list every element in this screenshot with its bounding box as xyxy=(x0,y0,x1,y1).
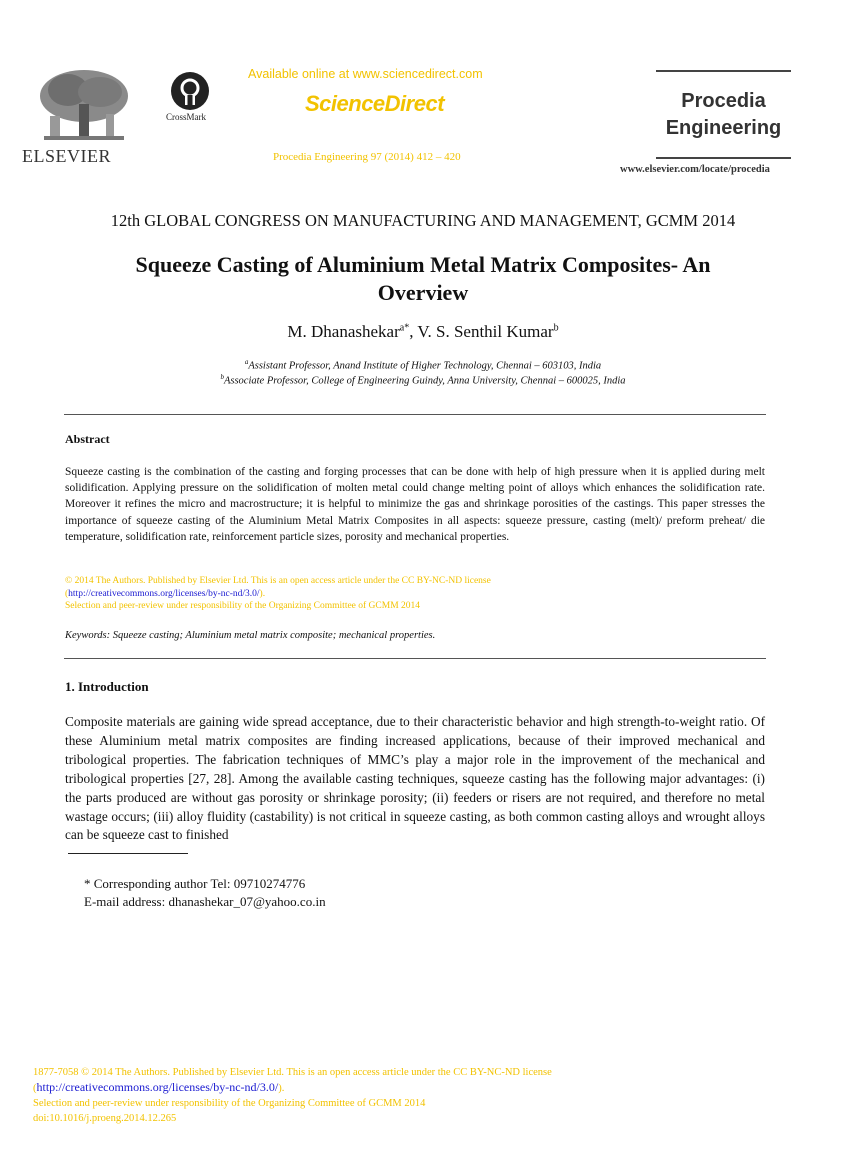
affiliation-a-marker: a xyxy=(244,358,249,366)
affiliation-a xyxy=(0,358,846,372)
footer-doi[interactable]: doi:10.1016/j.proeng.2014.12.265 xyxy=(33,1113,177,1124)
abstract-heading: Abstract xyxy=(65,432,110,446)
license-link[interactable]: http://creativecommons.org/licenses/by-nc-nd/3.0/ xyxy=(68,588,260,599)
peer-review-line: Selection and peer-review under responsibility of the Organizing Committee of GCMM 2014 xyxy=(65,601,421,611)
congress-name: 12th GLOBAL CONGRESS ON MANUFACTURING AND MANAGEMENT, GCMM 2014 xyxy=(110,211,736,230)
author-1-marker: a* xyxy=(399,322,410,334)
affiliation-a-text: Assistant Professor, Anand Institute of Higher Technology, Chennai – 603103, India xyxy=(248,360,602,372)
author-1: M. Dhanashekar xyxy=(287,322,400,341)
abstract-top-rule xyxy=(64,414,766,415)
author-2: , V. S. Senthil Kumar xyxy=(409,322,554,341)
footnote-corresponding: * Corresponding author Tel: 09710274776 xyxy=(84,876,306,891)
intro-text: Composite materials are gaining wide spread acceptance, due to their characteristic behavior and high strength-to-weight ratio. Of these Aluminium metal matrix composites are finding increased applications, because of their improved mechanical and tribological properties. The fabrication techniques of MMC’s play a major role in the improvement of the mechanical and tribological properties [27, 28]. Among the available casting techniques, squeeze casting has the following major advantages: (i) the parts produced are without gas porosity or shrinkage porosity; (ii) feeders or risers are not required, and therefore no metal wastage occurs; (iii) alloy fluidity (castability) is not critical in squeeze casting, as both common casting alloys and wrought alloys can be squeeze cast to finished xyxy=(65,714,765,843)
copyright-line: © 2014 The Authors. Published by Elsevier Ltd. This is an open access article under the CC BY-NC-ND license xyxy=(65,576,491,586)
elsevier-wordmark: ELSEVIER xyxy=(22,146,111,166)
paper-title-line1: Squeeze Casting of Aluminium Metal Matrix Composites- An xyxy=(135,252,711,277)
license-line xyxy=(65,588,765,601)
journal-url-link[interactable]: www.elsevier.com/locate/procedia xyxy=(620,164,770,175)
keywords: Keywords: Squeeze casting; Aluminium metal matrix composite; mechanical properties. xyxy=(65,630,436,641)
footer-peer-review-line: Selection and peer-review under responsibility of the Organizing Committee of GCMM 2014 xyxy=(33,1098,426,1109)
journal-bottom-rule xyxy=(656,157,791,159)
footer-license-open: ( xyxy=(33,1083,37,1094)
abstract-text: Squeeze casting is the combination of the casting and forging processes that can be done with help of high pressure when it is applied during melt solidification. Applying pressure on the solidification of molten metal could change melting point of alloys which enhances the solidification rate. Moreover it refines the micro and macrostructure; it is helpful to minimize the gas and shrinkage porosities of the castings. This paper stresses the importance of squeeze casting of the Aluminium Metal Matrix Composites in all aspects: squeeze pressure, casting (melt)/ preform preheat/ die temperature, solidification rate, reinforcement particle sizes, porosity and mechanical properties. xyxy=(65,466,765,543)
footnote-rule xyxy=(68,853,188,854)
footer-block xyxy=(33,1065,552,1126)
sciencedirect-logo: ScienceDirect xyxy=(305,91,445,116)
footer-license-link[interactable]: http://creativecommons.org/licenses/by-nc-nd/3.0/ xyxy=(36,1080,279,1094)
footnote-email: E-mail address: dhanashekar_07@yahoo.co.in xyxy=(84,894,326,909)
journal-top-rule xyxy=(656,70,791,72)
license-open: ( xyxy=(65,588,69,599)
journal-name-line2: Engineering xyxy=(665,117,782,139)
abstract-bottom-rule xyxy=(64,658,766,659)
author-2-marker: b xyxy=(553,322,559,334)
author-list xyxy=(0,322,846,342)
footer-license-close: ). xyxy=(278,1083,285,1094)
elsevier-tree-logo xyxy=(30,66,138,146)
journal-name xyxy=(656,88,791,142)
paper-title-line2: Overview xyxy=(377,280,469,305)
copyright-block xyxy=(65,575,765,613)
crossmark-label: CrossMark xyxy=(166,112,206,122)
license-close: ). xyxy=(259,588,266,599)
intro-heading: 1. Introduction xyxy=(65,679,149,694)
affiliation-b-marker: b xyxy=(220,373,224,381)
crossmark-icon[interactable] xyxy=(170,71,210,111)
affiliation-b-text: Associate Professor, College of Engineering Guindy, Anna University, Chennai – 600025, India xyxy=(223,375,626,387)
journal-name-line1: Procedia xyxy=(681,90,766,112)
available-online-link[interactable]: Available online at www.sciencedirect.com xyxy=(248,67,483,81)
affiliation-b xyxy=(0,373,846,387)
footer-license-line xyxy=(33,1080,552,1096)
journal-reference: Procedia Engineering 97 (2014) 412 – 420 xyxy=(273,151,461,163)
paper-title xyxy=(60,251,786,307)
footer-issn-line: 1877-7058 © 2014 The Authors. Published by Elsevier Ltd. This is an open access article under the CC BY-NC-ND license xyxy=(33,1067,552,1078)
